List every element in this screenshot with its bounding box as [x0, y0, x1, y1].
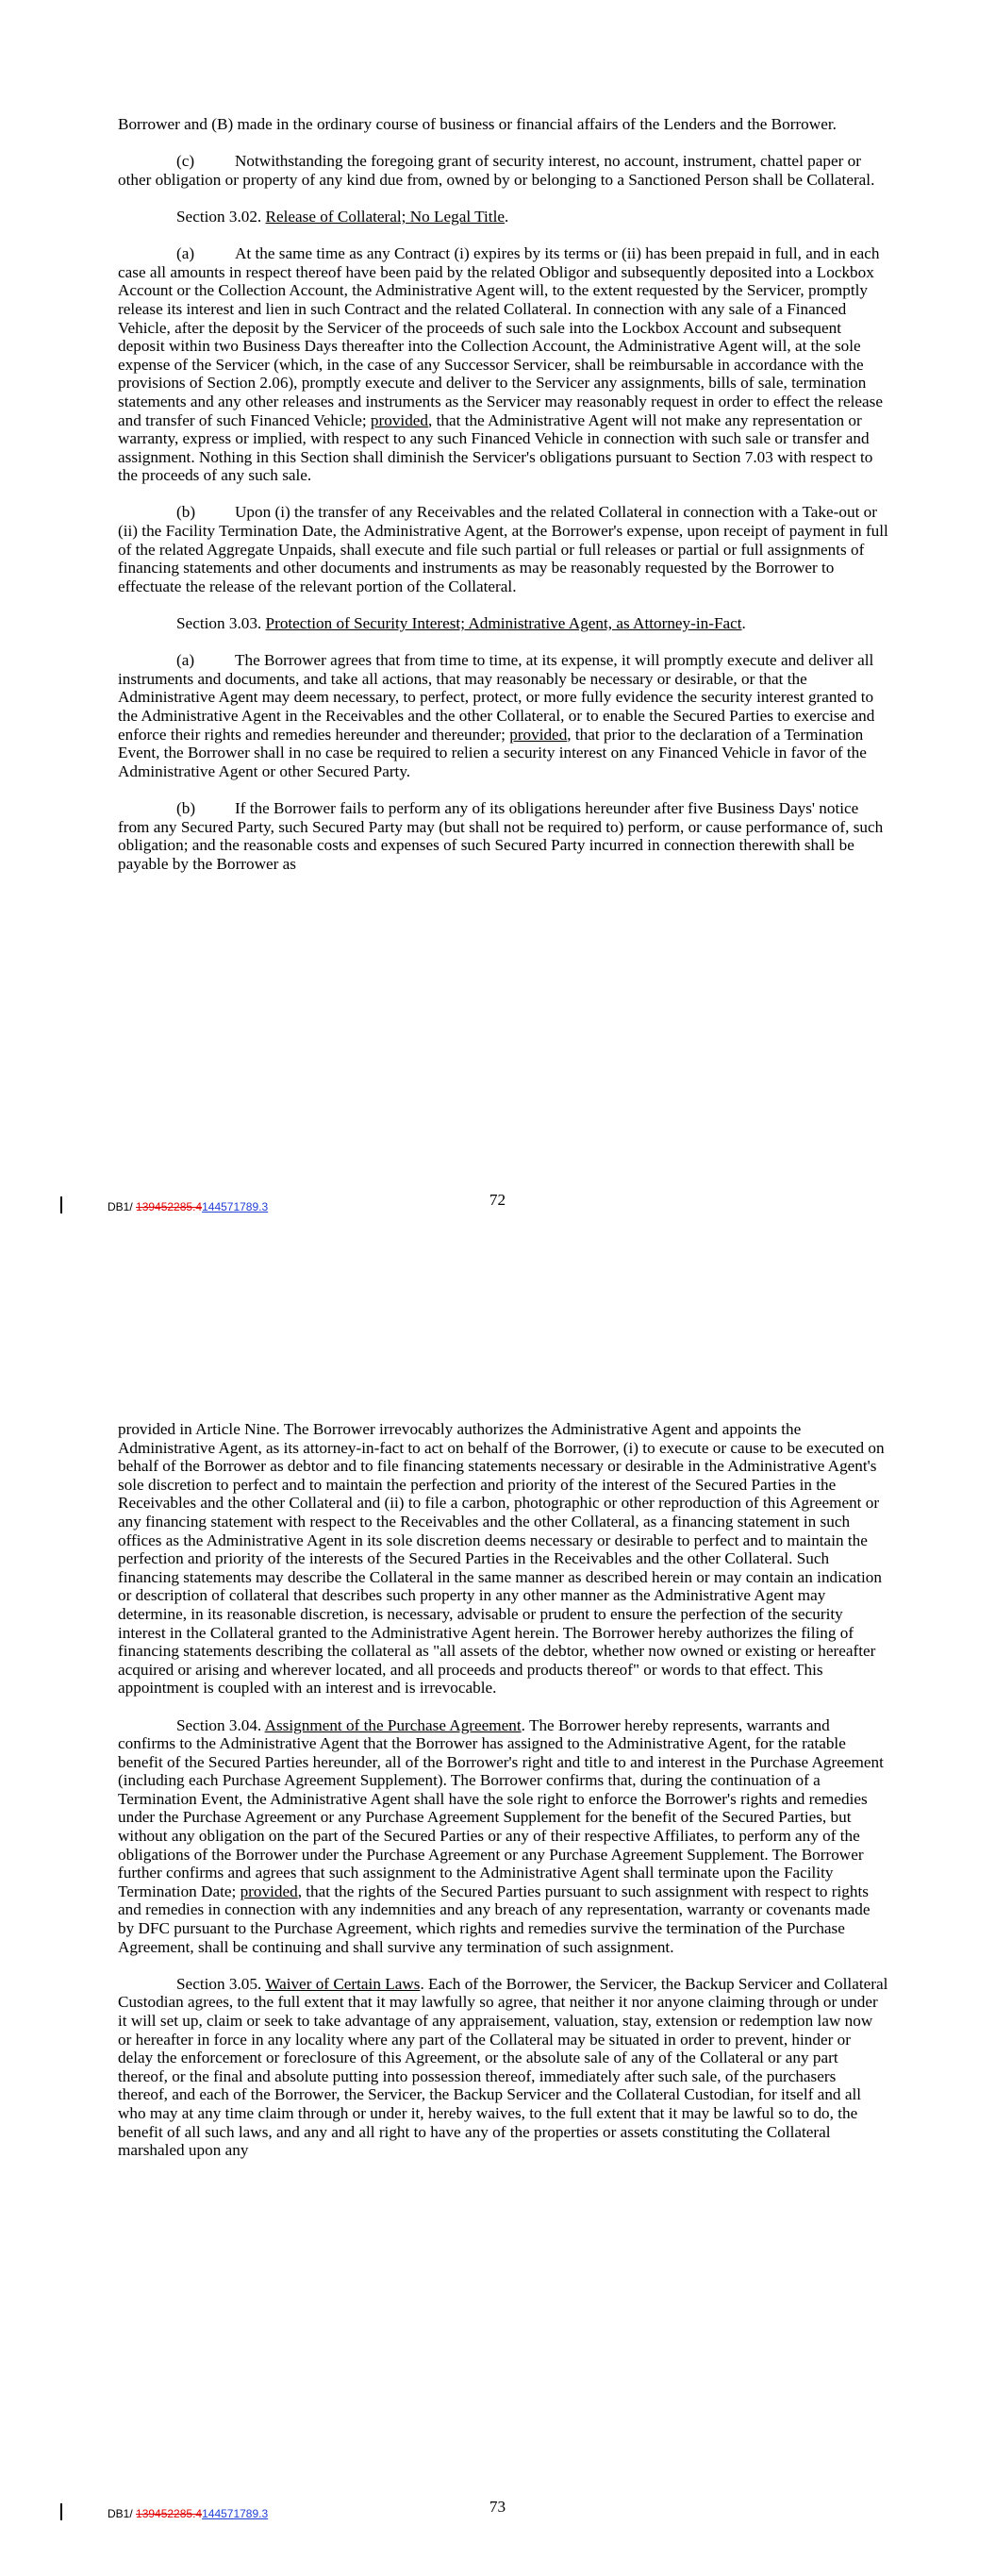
- clause-text: If the Borrower fails to perform any of its obligations hereunder after five Business Days' notice from any Secured Party, such Secured Party may (but shall not be required to) perform, or cause performance of, such obligation; and the reasonable costs and expenses of such Secured Party incurred in connection therewith shall be payable by the Borrower as: [118, 798, 884, 873]
- section-text-cont: , that the rights of the Secured Parties pursuant to such assignment with respect to rights and remedies in connection with any indemnities and any breach of any representation, warranty or covenants made by DFC pursuant to the Purchase Agreement, which rights and remedies survive the termination of the Purchase Agreement, shall be continuing and shall survive any termination of such assignment.: [118, 1882, 871, 1956]
- page-body: [118, 1420, 889, 2178]
- section-title: Protection of Security Interest; Administrative Agent, as Attorney-in-Fact: [265, 614, 742, 633]
- clause-label: (c): [176, 152, 195, 171]
- document-page-72: [0, 0, 995, 1255]
- clause-label: (b): [176, 798, 196, 817]
- document-page-73: [0, 1354, 995, 2576]
- provided-term: provided: [509, 725, 568, 744]
- page-footer: [0, 2498, 995, 2535]
- section-number: Section 3.03.: [176, 614, 266, 633]
- provided-term: provided: [370, 410, 429, 429]
- paragraph: provided in Article Nine. The Borrower irrevocably authorizes the Administrative Agent and appoints the Administrative Agent, as its attorney-in-fact to act on behalf of the Borrower, (i) to execute or cause to be executed on behalf of the Borrower as debtor and to file financing statements necessary or desirable in the Administrative Agent's sole discretion to perfect and to maintain the perfection and priority of the interest of the Secured Parties in the Receivables and the other Collateral and (ii) to file a carbon, photographic or other reproduction of this Agreement or any financing statement with respect to the Receivables and the other Collateral, as a financing statement in such offices as the Administrative Agent in its sole discretion deems necessary or desirable to perfect and to maintain the perfection and priority of the interests of the Secured Parties in the Receivables and the other Collateral. Such financing statements may describe the Collateral in the same manner as described herein or may contain an indication or description of collateral that describes such property in any other manner as the Administrative Agent may determine, in its reasonable discretion, is necessary, advisable or prudent to ensure the perfection of the security interest in the Collateral granted to the Administrative Agent herein. The Borrower hereby authorizes the filing of financing statements describing the collateral as "all assets of the debtor, whether now owned or existing or hereafter acquired or arising and wherever located, and all proceeds and products thereof" or words to that effect. This appointment is coupled with an interest and is irrevocable.: [118, 1420, 885, 1698]
- section-heading-end: .: [505, 207, 509, 226]
- page-number: 72: [489, 1191, 506, 1209]
- clause-label: (a): [176, 244, 195, 263]
- section-heading-end: .: [741, 614, 746, 633]
- page-number: 73: [489, 2498, 506, 2516]
- section-title: Release of Collateral; No Legal Title: [265, 207, 505, 226]
- section-title: Waiver of Certain Laws: [265, 1974, 421, 1993]
- section-text: . The Borrower hereby represents, warrants and confirms to the Administrative Agent that the Borrower has assigned to the Administrative Agent, for the ratable benefit of the Secured Parties hereunder, all of the Borrower's right and title to and interest in the Purchase Agreement (including each Purchase Agreement Supplement). The Borrower confirms that, during the continuation of a Termination Event, the Administrative Agent shall have the sole right to enforce the Borrower's rights and remedies under the Purchase Agreement or any Purchase Agreement Supplement for the benefit of the Secured Parties, but without any obligation on the part of the Secured Parties or any of their respective Affiliates, to perform any of the obligations of the Borrower under the Purchase Agreement or any Purchase Agreement Supplement. The Borrower further confirms and agrees that such assignment to the Administrative Agent shall terminate upon the Facility Termination Date;: [118, 1715, 884, 1900]
- page-body: [118, 115, 889, 892]
- paragraph: Borrower and (B) made in the ordinary course of business or financial affairs of the Lenders and the Borrower.: [118, 115, 837, 133]
- deleted-doc-id: 139452285.4: [136, 1200, 203, 1213]
- section-heading-3-03: [118, 614, 889, 633]
- clause-text-cont: , that prior to the declaration of a Termination Event, the Borrower shall in no case be required to relien a security interest on any Financed Vehicle in favor of the Administrative Agent or other Secured Party.: [118, 725, 867, 780]
- paragraph-a: [118, 244, 889, 485]
- paragraph-b: [118, 799, 889, 873]
- provided-term: provided: [240, 1882, 298, 1900]
- page-footer: [0, 1191, 995, 1229]
- docid-prefix: DB1/: [108, 2507, 137, 2520]
- paragraph-c: [118, 152, 889, 189]
- section-number: Section 3.05.: [176, 1974, 266, 1993]
- clause-text: Notwithstanding the foregoing grant of security interest, no account, instrument, chattel paper or other obligation or property of any kind due from, owned by or belonging to a Sanctioned Person shall be Collateral.: [118, 152, 875, 189]
- section-heading-3-02: [118, 208, 889, 226]
- paragraph-b: [118, 503, 889, 595]
- clause-text-cont: , that the Administrative Agent will not make any representation or warranty, express or implied, with respect to any such Financed Vehicle in connection with such sale or transfer and assignment. Nothing in this Section shall diminish the Servicer's obligations pursuant to Section 7.03 with respect to the proceeds of any such sale.: [118, 410, 873, 485]
- clause-text: Upon (i) the transfer of any Receivables and the related Collateral in connection with a Take-out or (ii) the Facility Termination Date, the Administrative Agent, at the Borrower's expense, upon receipt of payment in full of the related Aggregate Unpaids, shall execute and file such partial or full releases or partial or full assignments of financing statements and other documents and instruments as may be reasonably requested by the Borrower to effectuate the release of the relevant portion of the Collateral.: [118, 503, 888, 595]
- section-number: Section 3.04.: [176, 1715, 265, 1734]
- section-title: Assignment of the Purchase Agreement: [264, 1715, 522, 1734]
- clause-label: (a): [176, 651, 195, 670]
- section-3-05: [118, 1975, 889, 2160]
- section-3-04: [118, 1716, 889, 1957]
- clause-text: At the same time as any Contract (i) expires by its terms or (ii) has been prepaid in full, and in each case all amounts in respect thereof have been paid by the related Obligor and subsequently deposited into a Lockbox Account or the Collection Account, the Administrative Agent will, to the extent requested by the Servicer, promptly release its interest and lien in such Contract and the related Collateral. In connection with any sale of a Financed Vehicle, after the deposit by the Servicer of the proceeds of such sale into the Lockbox Account and subsequent deposit within two Business Days thereafter into the Collection Account, the Administrative Agent will, at the sole expense of the Servicer (which, in the case of any Successor Servicer, shall be reimbursable in accordance with the provisions of Section 2.06), promptly execute and deliver to the Servicer any assignments, bills of sale, termination statements and any other releases and instruments as the Servicer may reasonably request in order to effect the release and transfer of such Financed Vehicle;: [118, 244, 884, 429]
- clause-text: The Borrower agrees that from time to time, at its expense, it will promptly execute and deliver all instruments and documents, and take all actions, that may reasonably be necessary or desirable, or that the Administrative Agent may deem necessary, to perfect, protect, or more fully evidence the security interest granted to the Administrative Agent in the Receivables and the other Collateral, or to enable the Secured Parties to exercise and enforce their rights and remedies hereunder and thereunder;: [118, 651, 875, 744]
- clause-label: (b): [176, 503, 196, 522]
- paragraph-a: [118, 651, 889, 780]
- deleted-doc-id: 139452285.4: [136, 2507, 203, 2520]
- docid-prefix: DB1/: [108, 1200, 137, 1213]
- inserted-doc-id: 144571789.3: [202, 1200, 269, 1213]
- section-number: Section 3.02.: [176, 207, 266, 226]
- inserted-doc-id: 144571789.3: [202, 2507, 269, 2520]
- section-text: . Each of the Borrower, the Servicer, the Backup Servicer and Collateral Custodian agrees, to the full extent that it may lawfully so agree, that neither it nor anyone claiming through or under it will set up, claim or seek to take advantage of any appraisement, valuation, stay, extension or redemption law now or hereafter in force in any locality where any part of the Collateral may be situated in order to prevent, hinder or delay the enforcement or foreclosure of this Agreement, or the absolute sale of any of the Collateral or any part thereof, or the final and absolute putting into possession thereof, immediately after such sale, of the purchasers thereof, and each of the Borrower, the Servicer, the Backup Servicer and the Collateral Custodian, for itself and all who may at any time claim through or under it, hereby waives, to the full extent that it may be lawful so to do, the benefit of all such laws, and any and all right to have any of the properties or assets constituting the Collateral marshaled upon any: [118, 1974, 888, 2160]
